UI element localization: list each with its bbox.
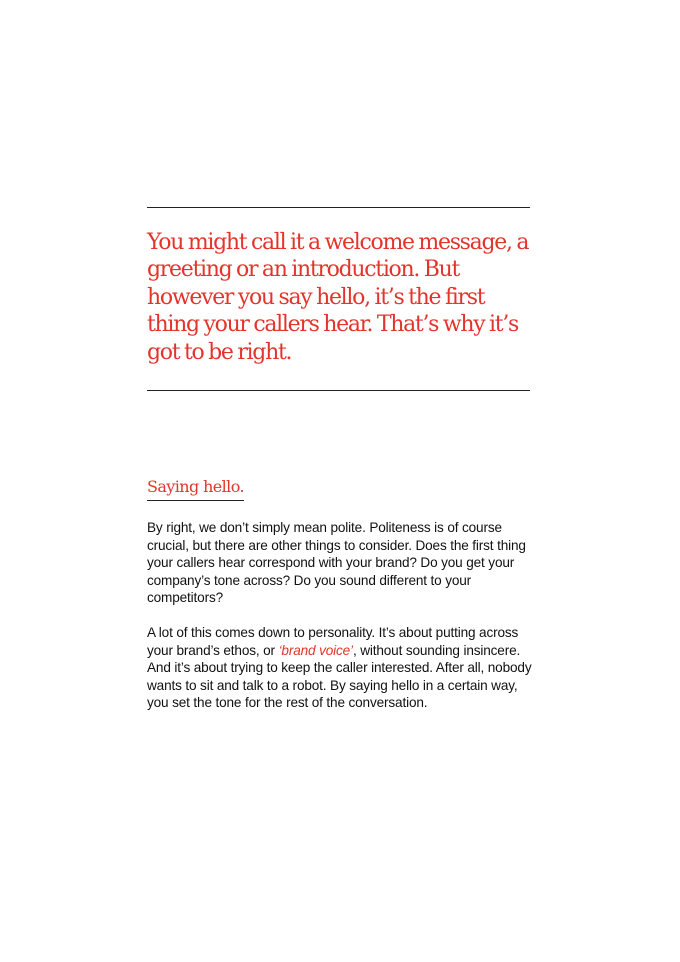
paragraph-2-text-start: A lot of this comes down to personality. It’s about putting across your brand’s ethos, or [147,625,519,658]
pull-quote: You might call it a welcome message, a greeting or an introduction. But however you say hello, it’s the first thing your callers hear. That’s why it’s got to be right. [147,230,529,365]
body-paragraph-1: By right, we don’t simply mean polite. Politeness is of course crucial, but there are other things to consider. Does the first thing your callers hear correspond with your brand? Do you get your company’s tone across? Do you sound different to your competitors? [147,520,526,606]
top-divider [147,207,530,208]
brand-voice-highlight: ‘brand voice’ [278,642,353,658]
bottom-divider [147,390,530,391]
body-paragraph-2 [147,624,535,712]
section-heading: Saying hello. [147,477,244,501]
paragraph-2-text-end: , without sounding insincere. And it’s about trying to keep the caller interested. After all, nobody wants to sit and talk to a robot. By saying hello in a certain way, you set the tone for the rest of the conversation. [147,642,532,711]
